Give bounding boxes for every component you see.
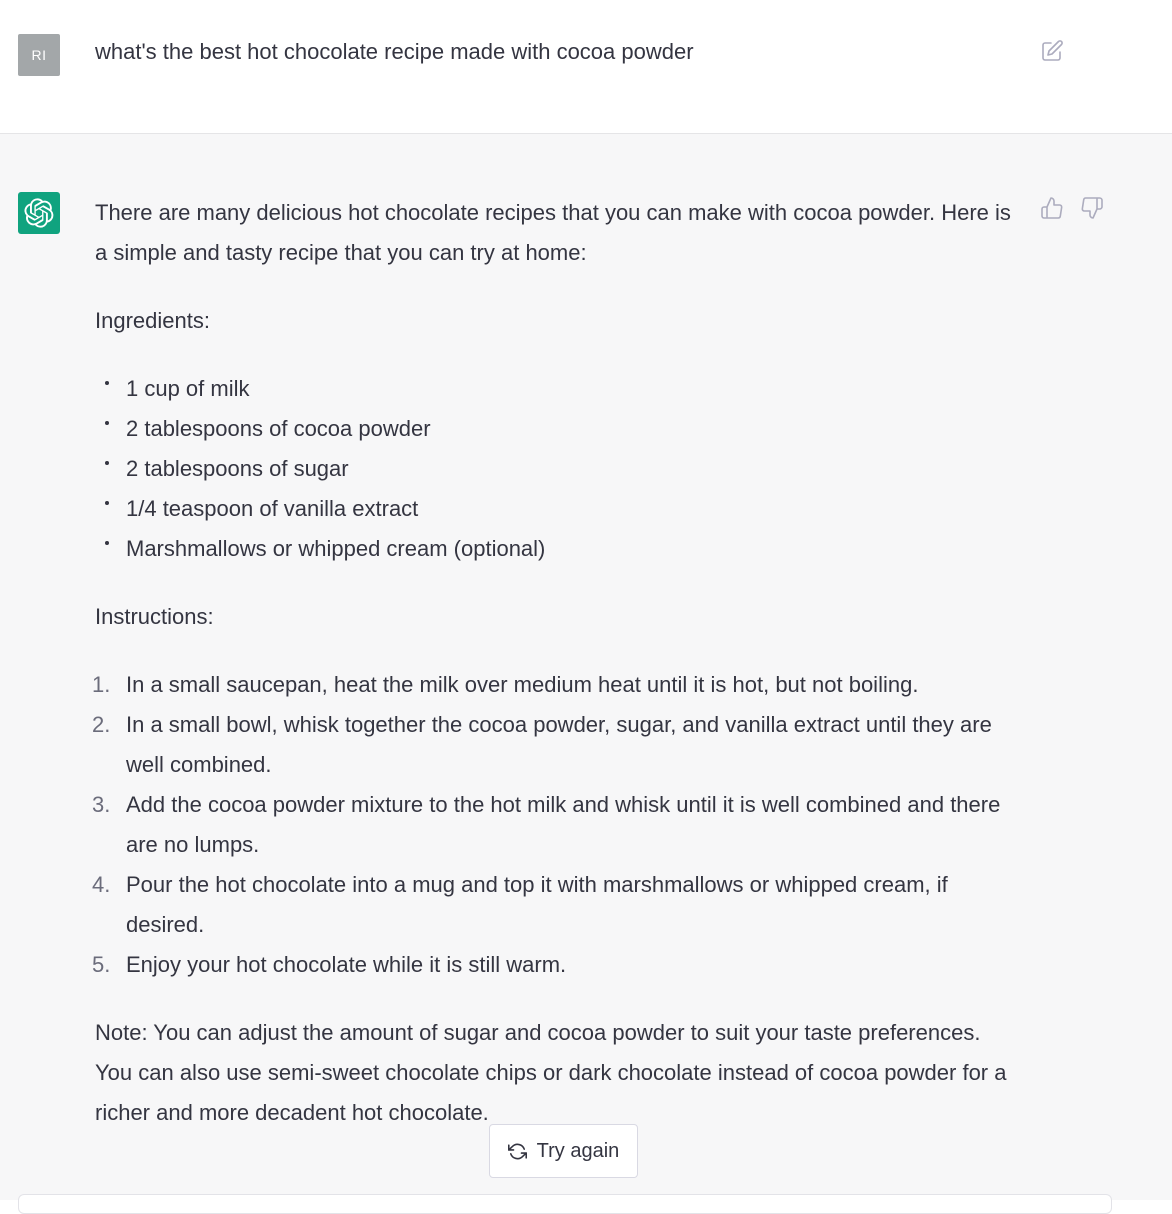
- step-number: 1.: [92, 672, 111, 697]
- instructions-heading: Instructions:: [95, 604, 214, 629]
- instructions-list: [92, 665, 1015, 985]
- message-input[interactable]: [18, 1194, 1112, 1214]
- assistant-note: Note: You can adjust the amount of sugar and cocoa powder to suit your taste preferences. You can also use semi-sweet chocolate chips or dark chocolate instead of cocoa powder for a richer and more decadent hot chocolate.: [95, 1020, 1007, 1125]
- step-text: Enjoy your hot chocolate while it is still warm.: [126, 952, 567, 977]
- list-item: [92, 785, 1015, 865]
- user-avatar: [18, 34, 60, 76]
- user-avatar-initials: RI: [31, 47, 47, 63]
- list-item: 2 tablespoons of sugar: [95, 449, 1015, 489]
- list-item: [92, 865, 1015, 945]
- step-number: 3.: [92, 792, 111, 817]
- try-again-button[interactable]: [489, 1124, 638, 1178]
- thumbs-up-icon[interactable]: [1040, 196, 1064, 220]
- step-number: 2.: [92, 712, 111, 737]
- list-item: 1/4 teaspoon of vanilla extract: [95, 489, 1015, 529]
- list-item: 1 cup of milk: [95, 369, 1015, 409]
- assistant-intro: There are many delicious hot chocolate recipes that you can make with cocoa powder. Here is a simple and tasty recipe that you can try at home:: [95, 200, 1011, 265]
- feedback-buttons: [1040, 196, 1104, 220]
- ingredients-heading: Ingredients:: [95, 308, 210, 333]
- ingredients-list: [95, 369, 1015, 569]
- step-text: In a small saucepan, heat the milk over medium heat until it is hot, but not boiling.: [126, 672, 919, 697]
- step-number: 4.: [92, 872, 111, 897]
- step-text: In a small bowl, whisk together the cocoa powder, sugar, and vanilla extract until they are well combined.: [126, 712, 992, 777]
- assistant-message-row: [0, 134, 1172, 1200]
- list-item: 2 tablespoons of cocoa powder: [95, 409, 1015, 449]
- step-text: Pour the hot chocolate into a mug and top it with marshmallows or whipped cream, if desired.: [126, 872, 948, 937]
- user-message-row: [0, 0, 1172, 134]
- thumbs-down-icon[interactable]: [1080, 196, 1104, 220]
- list-item: [92, 705, 1015, 785]
- list-item: [92, 665, 1015, 705]
- openai-logo-icon: [18, 192, 60, 234]
- step-number: 5.: [92, 952, 111, 977]
- step-text: Add the cocoa powder mixture to the hot milk and whisk until it is well combined and there are no lumps.: [126, 792, 1001, 857]
- refresh-icon: [508, 1142, 527, 1161]
- user-message-text: what's the best hot chocolate recipe made with cocoa powder: [95, 39, 694, 64]
- list-item: [92, 945, 1015, 985]
- list-item: Marshmallows or whipped cream (optional): [95, 529, 1015, 569]
- assistant-message-body: [92, 193, 1015, 1133]
- try-again-label: Try again: [536, 1139, 620, 1162]
- edit-icon[interactable]: [1040, 39, 1064, 63]
